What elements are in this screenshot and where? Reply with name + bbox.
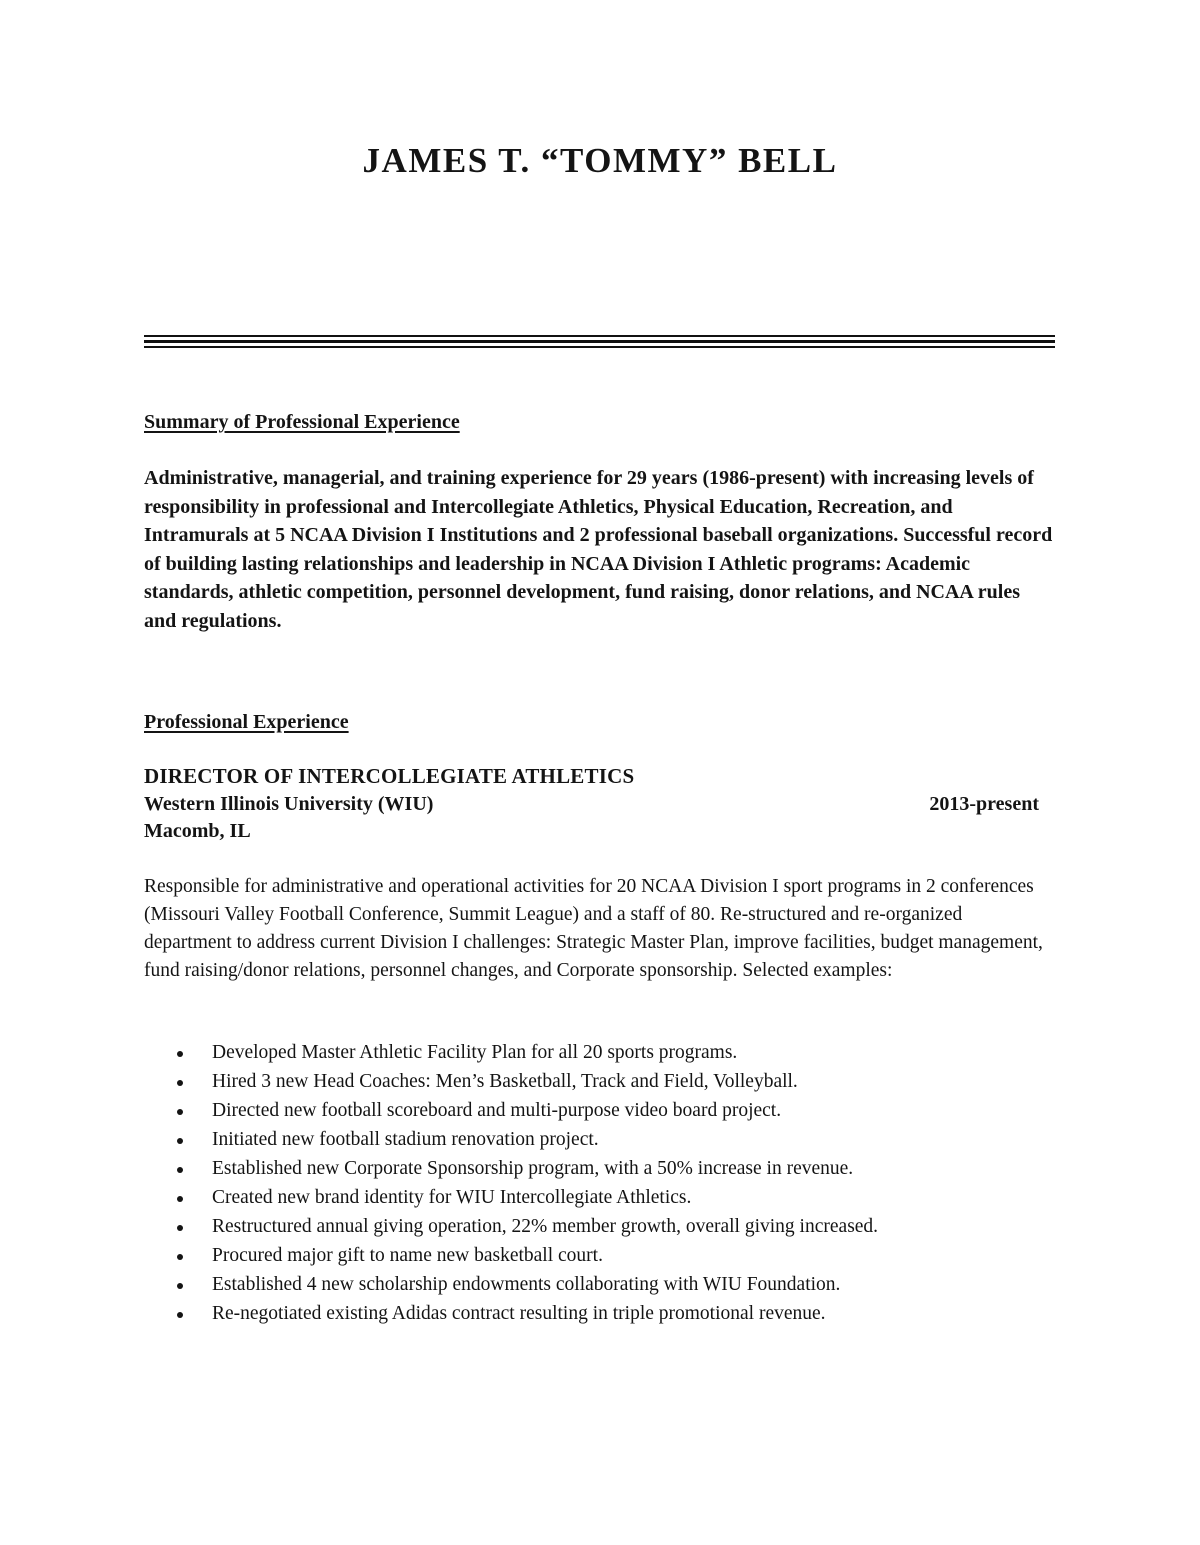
- job-location: Macomb, IL: [144, 820, 251, 842]
- bullet-icon: [177, 1167, 183, 1173]
- list-item: [144, 1271, 878, 1300]
- job-dates: 2013-present: [929, 793, 1039, 815]
- list-item-text: Procured major gift to name new basketball court.: [212, 1245, 603, 1266]
- bullet-icon: [177, 1225, 183, 1231]
- list-item-text: Restructured annual giving operation, 22% member growth, overall giving increased.: [212, 1216, 879, 1237]
- header-divider-line: [144, 340, 1055, 343]
- list-item-text: Directed new football scoreboard and multi-purpose video board project.: [212, 1100, 782, 1121]
- list-item: [144, 1068, 878, 1097]
- bullet-icon: [177, 1080, 183, 1086]
- list-item: [144, 1184, 878, 1213]
- job-employer: Western Illinois University (WIU): [144, 793, 434, 815]
- list-item: [144, 1097, 878, 1126]
- bullet-icon: [177, 1254, 183, 1260]
- list-item-text: Established 4 new scholarship endowments collaborating with WIU Foundation.: [212, 1274, 841, 1295]
- list-item-text: Created new brand identity for WIU Intercollegiate Athletics.: [212, 1187, 692, 1208]
- list-item: [144, 1242, 878, 1271]
- header-divider-line: [144, 346, 1055, 348]
- list-item-text: Initiated new football stadium renovation project.: [212, 1129, 599, 1150]
- list-item-text: Established new Corporate Sponsorship program, with a 50% increase in revenue.: [212, 1158, 854, 1179]
- list-item: [144, 1300, 878, 1329]
- job-title: DIRECTOR OF INTERCOLLEGIATE ATHLETICS: [144, 764, 635, 788]
- bullet-icon: [177, 1051, 183, 1057]
- experience-heading: Professional Experience: [144, 711, 349, 733]
- summary-text: Administrative, managerial, and training experience for 29 years (1986-present) with increasing levels of responsibility in professional and Intercollegiate Athletics, Physical Education, Recreation, and Intramurals at 5 NCAA Division I Institutions and 2 professional baseball organizations. Successful record of building lasting relationships and leadership in NCAA Division I Athletic programs: Academic standards, athletic competition, personnel development, fund raising, donor relations, and NCAA rules and regulations.: [144, 467, 1053, 632]
- job-description: Responsible for administrative and operational activities for 20 NCAA Division I sport programs in 2 conferences (Missouri Valley Football Conference, Summit League) and a staff of 80. Re-structured and re-organized department to address current Division I challenges: Strategic Master Plan, improve facilities, budget management, fund raising/donor relations, personnel changes, and Corporate sponsorship. Selected examples:: [144, 876, 1043, 981]
- list-item: [144, 1126, 878, 1155]
- bullet-icon: [177, 1283, 183, 1289]
- header-divider-line: [144, 335, 1055, 337]
- bullet-icon: [177, 1312, 183, 1318]
- accomplishment-list: [144, 1039, 878, 1329]
- resume-name: JAMES T. “TOMMY” BELL: [362, 141, 838, 180]
- list-item: [144, 1213, 878, 1242]
- list-item: [144, 1155, 878, 1184]
- list-item-text: Re-negotiated existing Adidas contract resulting in triple promotional revenue.: [212, 1303, 826, 1324]
- bullet-icon: [177, 1109, 183, 1115]
- summary-heading: Summary of Professional Experience: [144, 411, 460, 433]
- list-item-text: Developed Master Athletic Facility Plan for all 20 sports programs.: [212, 1042, 738, 1063]
- list-item-text: Hired 3 new Head Coaches: Men’s Basketball, Track and Field, Volleyball.: [212, 1071, 798, 1092]
- bullet-icon: [177, 1138, 183, 1144]
- bullet-icon: [177, 1196, 183, 1202]
- list-item: [144, 1039, 878, 1068]
